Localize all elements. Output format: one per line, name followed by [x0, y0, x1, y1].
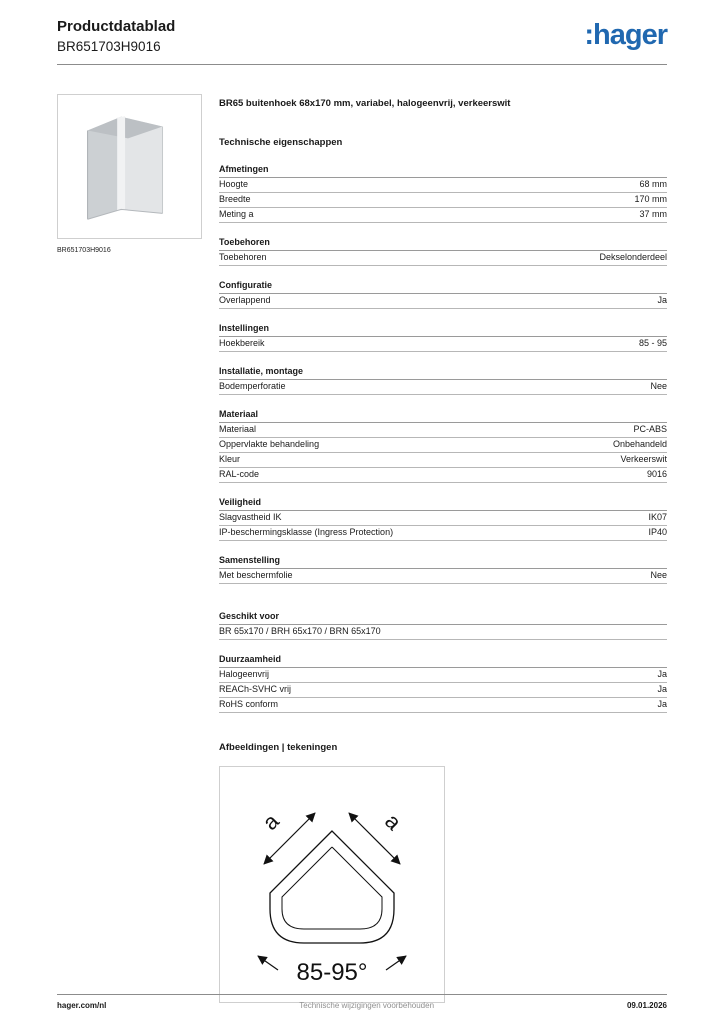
footer-website: hager.com/nl: [57, 1001, 107, 1010]
angle-arrow-left: [258, 956, 278, 970]
spec-column: [219, 94, 667, 1003]
spec-section-heading: Duurzaamheid: [219, 653, 667, 668]
spec-row-label: Oppervlakte behandeling: [219, 439, 320, 449]
spec-section-heading: Materiaal: [219, 408, 667, 423]
spec-row-value: 85 - 95: [638, 338, 667, 348]
spec-section: [219, 279, 667, 309]
spec-row-label: Overlappend: [219, 295, 271, 305]
product-code: BR651703H9016: [57, 39, 161, 54]
spec-section-heading: Geschikt voor: [219, 610, 667, 625]
spec-section: [219, 610, 667, 640]
spec-section-heading: Installatie, montage: [219, 365, 667, 380]
spec-row: [219, 453, 667, 468]
spec-section-heading: Afmetingen: [219, 163, 667, 178]
spec-row: [219, 526, 667, 541]
corner-outline: [270, 831, 394, 943]
spec-row-label: RoHS conform: [219, 699, 279, 709]
spec-row: [219, 294, 667, 309]
product-image: [57, 94, 202, 239]
spec-row-value: Onbehandeld: [612, 439, 667, 449]
spec-row: [219, 511, 667, 526]
footer-disclaimer: Technische wijzigingen voorbehouden: [299, 1001, 435, 1010]
spec-row-value: Nee: [650, 570, 667, 580]
right-dimension-label: a: [380, 808, 407, 835]
spec-row-value: IK07: [648, 512, 667, 522]
spec-row-value: 170 mm: [634, 194, 667, 204]
spec-section: [219, 496, 667, 541]
spec-row-label: Toebehoren: [219, 252, 267, 262]
spec-section-heading: Toebehoren: [219, 236, 667, 251]
spec-row-value: IP40: [648, 527, 667, 537]
spec-row-label: IP-beschermingsklasse (Ingress Protection): [219, 527, 394, 537]
spec-row-label: Meting a: [219, 209, 254, 219]
spec-row-label: Slagvastheid IK: [219, 512, 282, 522]
spec-section-heading: Veiligheid: [219, 496, 667, 511]
spec-section-heading: Samenstelling: [219, 554, 667, 569]
spec-row-value: Ja: [657, 295, 667, 305]
spec-row: [219, 668, 667, 683]
corner-drawing-illustration: [220, 767, 444, 1002]
product-photo-illustration: [58, 95, 201, 238]
spec-row-value: Verkeerswit: [620, 454, 667, 464]
spec-row: [219, 625, 667, 640]
corner-inner-lines: [282, 847, 382, 929]
spec-row-value: Nee: [650, 381, 667, 391]
spec-row-value: Ja: [657, 669, 667, 679]
angle-arrow-right: [386, 956, 406, 970]
spec-row: [219, 569, 667, 584]
images-heading: Afbeeldingen | tekeningen: [219, 742, 338, 753]
spec-section: [219, 236, 667, 266]
spec-row: [219, 208, 667, 223]
spec-row: [219, 468, 667, 483]
spec-row: [219, 438, 667, 453]
spec-row-value: 68 mm: [639, 179, 667, 189]
image-column: [57, 94, 202, 254]
spec-section: [219, 365, 667, 395]
spec-row-label: REACh-SVHC vrij: [219, 684, 292, 694]
spec-row-value: Dekselonderdeel: [599, 252, 667, 262]
spec-section: [219, 408, 667, 483]
spec-row-label: Halogeenvrij: [219, 669, 270, 679]
spec-row: [219, 178, 667, 193]
spec-section: [219, 653, 667, 713]
header: [0, 0, 724, 55]
spec-sections: [219, 163, 667, 713]
spec-row-label: RAL-code: [219, 469, 260, 479]
spec-row: [219, 698, 667, 713]
spec-row: [219, 683, 667, 698]
spec-row-value: 9016: [646, 469, 667, 479]
spec-row-label: Kleur: [219, 454, 241, 464]
spec-row: [219, 251, 667, 266]
spec-row: [219, 380, 667, 395]
technical-drawing: [219, 766, 445, 1003]
spec-row-value: Ja: [657, 699, 667, 709]
spec-row-value: 37 mm: [639, 209, 667, 219]
left-dimension-label: a: [257, 808, 284, 835]
spec-row: [219, 193, 667, 208]
product-title: BR65 buitenhoek 68x170 mm, variabel, halogeenvrij, verkeerswit: [219, 98, 511, 109]
spec-row: [219, 337, 667, 352]
spec-row-label: Hoogte: [219, 179, 249, 189]
footer-date: 09.01.2026: [626, 1001, 667, 1010]
product-image-caption: BR651703H9016: [57, 247, 111, 254]
angle-label: 85-95°: [296, 959, 368, 986]
spec-row-label: Met beschermfolie: [219, 570, 293, 580]
spec-section: [219, 322, 667, 352]
footer-row: [0, 995, 724, 1011]
spec-row: [219, 423, 667, 438]
spec-row-label: Bodemperforatie: [219, 381, 286, 391]
spec-row-value: Ja: [657, 684, 667, 694]
document-title: Productdatablad: [57, 18, 176, 35]
spec-row-label: BR 65x170 / BRH 65x170 / BRN 65x170: [219, 626, 381, 636]
spec-row-label: Breedte: [219, 194, 251, 204]
spec-section-heading: Configuratie: [219, 279, 667, 294]
hager-logo: :hager: [584, 19, 667, 51]
main-content: [0, 94, 724, 1003]
spec-row-value: PC-ABS: [633, 424, 667, 434]
tech-properties-heading: Technische eigenschappen: [219, 137, 343, 148]
spec-section: [219, 554, 667, 584]
header-divider: [57, 64, 667, 65]
spec-section: [219, 163, 667, 223]
spec-row-label: Materiaal: [219, 424, 257, 434]
footer: [0, 994, 724, 1024]
spec-row-label: Hoekbereik: [219, 338, 265, 348]
spec-section-heading: Instellingen: [219, 322, 667, 337]
